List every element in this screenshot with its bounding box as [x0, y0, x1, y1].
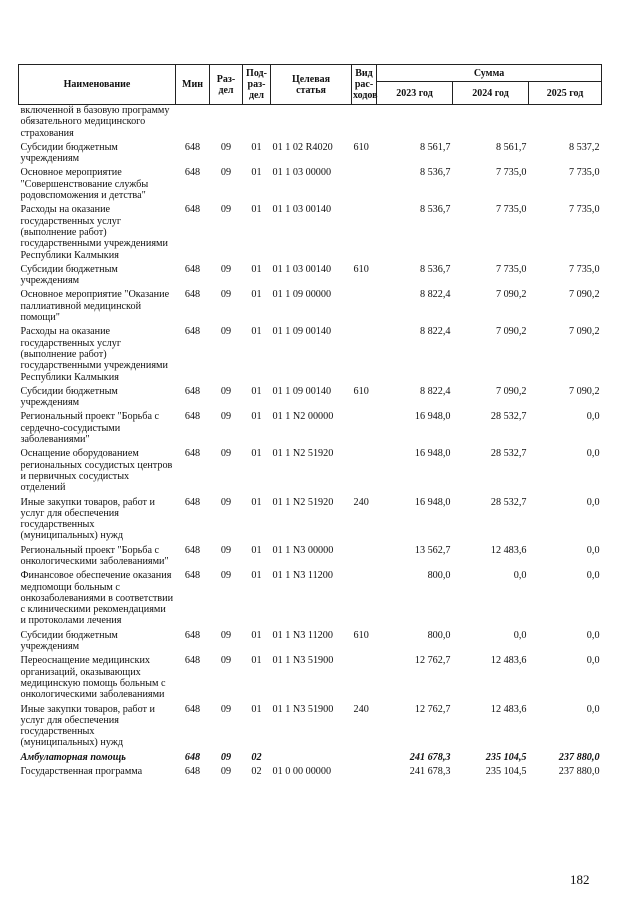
- cell-sum-2023: 8 822,4: [419, 385, 451, 397]
- cell-sum-2023: 8 561,7: [419, 141, 451, 153]
- cell-name: Основное мероприятие "Оказание паллиативной медицинской помощи": [20, 289, 170, 324]
- col-header-razdel: Раз- дел: [210, 65, 243, 105]
- cell-sum-2024: 8 561,7: [495, 141, 527, 153]
- cell-min: 648: [184, 448, 201, 460]
- cell-podrazdel: 01: [251, 703, 262, 715]
- cell-podrazdel: 01: [251, 141, 262, 153]
- cell-tselevaya: 01 1 03 00000: [272, 167, 332, 179]
- col-header-min: Мин: [176, 65, 210, 105]
- cell-sum-2025: 0,0: [586, 544, 600, 556]
- cell-razdel: 09: [220, 411, 232, 423]
- cell-sum-2025: 7 090,2: [568, 326, 600, 338]
- cell-vid: 610: [353, 141, 369, 153]
- cell-podrazdel: [243, 105, 271, 142]
- cell-razdel: 09: [220, 385, 232, 397]
- cell-sum-2023: 241 678,3: [409, 751, 451, 763]
- cell-min: 648: [184, 751, 201, 763]
- table-row: [19, 289, 602, 326]
- cell-name: Финансовое обеспечение оказания медпомощи больным с онкозаболеваниями в соответствии с клиническими рекомендациями и протоколами лечения: [20, 570, 174, 627]
- cell-sum-2024: 7 090,2: [495, 326, 527, 338]
- cell-sum-2025: 0,0: [586, 703, 600, 715]
- cell-min: 648: [184, 167, 201, 179]
- cell-razdel: 09: [220, 326, 232, 338]
- cell-tselevaya: 01 1 09 00000: [272, 289, 332, 301]
- table-row: [19, 386, 602, 412]
- cell-name: Субсидии бюджетным учреждениям: [20, 629, 118, 653]
- table-row: [19, 704, 602, 752]
- cell-vid: 240: [353, 703, 369, 715]
- cell-sum-2025: 7 735,0: [568, 204, 600, 216]
- cell-sum-2025: 7 735,0: [568, 167, 600, 179]
- cell-tselevaya: [271, 105, 352, 142]
- cell-sum-2023: 8 536,7: [419, 167, 451, 179]
- cell-sum-2023: 8 536,7: [419, 204, 451, 216]
- cell-razdel: 09: [220, 263, 232, 275]
- cell-min: 648: [184, 411, 201, 423]
- cell-min: 648: [184, 204, 201, 216]
- cell-min: 648: [184, 326, 201, 338]
- cell-podrazdel: 01: [251, 448, 262, 460]
- cell-sum-2024: 7 735,0: [495, 204, 527, 216]
- cell-sum-2025: 0,0: [586, 629, 600, 641]
- col-header-2025: 2025 год: [529, 82, 602, 105]
- cell-podrazdel: 01: [251, 496, 262, 508]
- cell-sum-2023: 800,0: [427, 570, 451, 582]
- cell-sum-2023: 8 822,4: [419, 289, 451, 301]
- cell-name: Субсидии бюджетным учреждениям: [20, 141, 118, 165]
- cell-min: 648: [184, 766, 201, 778]
- cell-vid: 610: [353, 385, 369, 397]
- cell-name: Субсидии бюджетным учреждениям: [20, 263, 118, 287]
- cell-vid: [352, 326, 377, 385]
- cell-tselevaya: 01 1 N3 00000: [272, 544, 334, 556]
- table-row: [19, 411, 602, 448]
- cell-sum-2023: 16 948,0: [414, 411, 451, 423]
- cell-tselevaya: 01 1 09 00140: [272, 385, 332, 397]
- cell-sum-2025: 0,0: [586, 411, 600, 423]
- cell-sum-2024: 0,0: [513, 629, 527, 641]
- cell-tselevaya: [271, 752, 352, 766]
- cell-sum-2025: 7 090,2: [568, 289, 600, 301]
- cell-podrazdel: 01: [251, 289, 262, 301]
- cell-vid: [352, 655, 377, 703]
- table-row: [19, 448, 602, 496]
- cell-razdel: 09: [220, 496, 232, 508]
- cell-sum-2024: 7 090,2: [495, 289, 527, 301]
- table-row: [19, 105, 602, 142]
- col-header-2024: 2024 год: [453, 82, 529, 105]
- table-row: [19, 655, 602, 703]
- cell-min: 648: [184, 544, 201, 556]
- cell-sum-2024: 7 735,0: [495, 263, 527, 275]
- page-number: 182: [570, 872, 590, 887]
- cell-razdel: 09: [220, 570, 232, 582]
- cell-razdel: 09: [220, 544, 232, 556]
- cell-sum-2024: 28 532,7: [490, 411, 527, 423]
- cell-name: Региональный проект "Борьба с сердечно-сосудистыми заболеваниями": [20, 411, 160, 446]
- col-header-summa: Сумма: [377, 65, 602, 82]
- cell-razdel: 09: [220, 766, 232, 778]
- cell-razdel: 09: [220, 629, 232, 641]
- cell-name: Переоснащение медицинских организаций, оказывающих медицинскую помощь больным с онкологическими заболеваниями: [20, 655, 166, 701]
- cell-podrazdel: 01: [251, 204, 262, 216]
- cell-vid: [352, 204, 377, 263]
- cell-sum-2024: 28 532,7: [490, 448, 527, 460]
- cell-tselevaya: 01 1 03 00140: [272, 263, 332, 275]
- cell-name: Расходы на оказание государственных услуг (выполнение работ) государственными учреждениями Республики Калмыкия: [20, 326, 168, 383]
- cell-razdel: 09: [220, 204, 232, 216]
- cell-podrazdel: 01: [251, 544, 262, 556]
- cell-tselevaya: 01 1 N2 00000: [272, 411, 334, 423]
- cell-sum-2025: [529, 105, 602, 142]
- cell-sum-2023: 800,0: [427, 629, 451, 641]
- cell-tselevaya: 01 1 09 00140: [272, 326, 332, 338]
- cell-sum-2024: [453, 105, 529, 142]
- cell-vid: [352, 766, 377, 780]
- cell-razdel: 09: [220, 703, 232, 715]
- cell-min: 648: [184, 289, 201, 301]
- cell-name: Государственная программа: [20, 766, 143, 778]
- col-header-podrazdel: Под- раз- дел: [243, 65, 271, 105]
- cell-vid: [352, 167, 377, 204]
- cell-tselevaya: 01 1 N3 51900: [272, 655, 334, 667]
- cell-podrazdel: 01: [251, 326, 262, 338]
- cell-razdel: 09: [220, 167, 232, 179]
- cell-podrazdel: 01: [251, 629, 262, 641]
- col-header-2023: 2023 год: [377, 82, 453, 105]
- cell-min: 648: [184, 655, 201, 667]
- cell-min: 648: [184, 263, 201, 275]
- cell-tselevaya: 01 1 N3 11200: [272, 570, 333, 582]
- cell-min: 648: [184, 570, 201, 582]
- cell-sum-2024: 235 104,5: [485, 751, 527, 763]
- cell-vid: [352, 570, 377, 629]
- table-body: [19, 105, 602, 781]
- cell-podrazdel: 02: [251, 751, 262, 763]
- cell-name: включенной в базовую программу обязательного медицинского страхования: [20, 105, 170, 139]
- cell-sum-2023: 12 762,7: [414, 703, 451, 715]
- table-row: [19, 570, 602, 629]
- cell-vid: 240: [353, 496, 369, 508]
- cell-sum-2023: 8 822,4: [419, 326, 451, 338]
- cell-min: 648: [184, 629, 201, 641]
- cell-name: Амбулаторная помощь: [20, 751, 126, 763]
- cell-sum-2024: 28 532,7: [490, 496, 527, 508]
- cell-sum-2023: 241 678,3: [409, 766, 451, 778]
- col-header-vid: Вид рас- ходов: [352, 65, 377, 105]
- cell-sum-2025: 0,0: [586, 496, 600, 508]
- cell-tselevaya: 01 1 N3 11200: [272, 629, 333, 641]
- cell-razdel: 09: [220, 751, 232, 763]
- cell-min: 648: [184, 141, 201, 153]
- cell-tselevaya: 01 1 N2 51920: [272, 496, 334, 508]
- table-row: [19, 497, 602, 545]
- col-header-tselevaya: Целевая статья: [271, 65, 352, 105]
- cell-sum-2025: 8 537,2: [568, 141, 600, 153]
- cell-sum-2025: 237 880,0: [558, 751, 600, 763]
- cell-name: Расходы на оказание государственных услуг (выполнение работ) государственными учреждениями Республики Калмыкия: [20, 204, 168, 261]
- cell-razdel: 09: [220, 448, 232, 460]
- cell-podrazdel: 01: [251, 411, 262, 423]
- cell-sum-2024: 235 104,5: [485, 766, 527, 778]
- table-row: [19, 752, 602, 766]
- cell-podrazdel: 02: [251, 766, 262, 778]
- cell-sum-2023: 16 948,0: [414, 448, 451, 460]
- cell-sum-2023: 16 948,0: [414, 496, 451, 508]
- cell-vid: [352, 448, 377, 496]
- cell-sum-2023: [377, 105, 453, 142]
- cell-razdel: 09: [220, 289, 232, 301]
- cell-sum-2023: 8 536,7: [419, 263, 451, 275]
- col-header-name: Наименование: [19, 65, 176, 105]
- cell-podrazdel: 01: [251, 263, 262, 275]
- cell-min: 648: [184, 385, 201, 397]
- cell-min: 648: [184, 703, 201, 715]
- cell-razdel: 09: [220, 141, 232, 153]
- cell-sum-2025: 0,0: [586, 655, 600, 667]
- cell-sum-2023: 12 762,7: [414, 655, 451, 667]
- cell-sum-2025: 7 735,0: [568, 263, 600, 275]
- cell-name: Региональный проект "Борьба с онкологическими заболеваниями": [20, 544, 169, 567]
- cell-vid: [352, 545, 377, 571]
- cell-name: Субсидии бюджетным учреждениям: [20, 385, 118, 409]
- cell-sum-2024: 12 483,6: [490, 544, 527, 556]
- cell-tselevaya: 01 1 02 R4020: [272, 141, 333, 153]
- table-row: [19, 545, 602, 571]
- cell-tselevaya: 01 1 N3 51900: [272, 703, 334, 715]
- cell-vid: 610: [353, 263, 369, 275]
- cell-name: Оснащение оборудованием региональных сосудистых центров и первичных сосудистых отделений: [20, 448, 173, 494]
- table-row: [19, 142, 602, 168]
- cell-tselevaya: 01 1 03 00140: [272, 204, 332, 216]
- cell-sum-2023: 13 562,7: [414, 544, 451, 556]
- cell-vid: [352, 411, 377, 448]
- cell-sum-2025: 0,0: [586, 570, 600, 582]
- cell-razdel: 09: [220, 655, 232, 667]
- table-row: [19, 167, 602, 204]
- cell-sum-2025: 7 090,2: [568, 385, 600, 397]
- table-row: [19, 630, 602, 656]
- cell-min: 648: [184, 496, 201, 508]
- cell-sum-2024: 7 735,0: [495, 167, 527, 179]
- table-row: [19, 766, 602, 780]
- cell-tselevaya: 01 0 00 00000: [272, 766, 332, 778]
- cell-sum-2024: 7 090,2: [495, 385, 527, 397]
- cell-sum-2025: 0,0: [586, 448, 600, 460]
- cell-podrazdel: 01: [251, 655, 262, 667]
- cell-razdel: [210, 105, 243, 142]
- cell-podrazdel: 01: [251, 385, 262, 397]
- cell-vid: [352, 289, 377, 326]
- cell-tselevaya: 01 1 N2 51920: [272, 448, 334, 460]
- cell-sum-2024: 0,0: [513, 570, 527, 582]
- cell-vid: [352, 752, 377, 766]
- table-row: [19, 264, 602, 290]
- cell-vid: 610: [353, 629, 369, 641]
- cell-sum-2025: 237 880,0: [558, 766, 600, 778]
- cell-min: [176, 105, 210, 142]
- cell-vid: [352, 105, 377, 142]
- table-row: [19, 204, 602, 263]
- cell-name: Иные закупки товаров, работ и услуг для обеспечения государственных (муниципальных) нужд: [20, 496, 155, 542]
- cell-podrazdel: 01: [251, 570, 262, 582]
- budget-table: [18, 64, 602, 780]
- cell-sum-2024: 12 483,6: [490, 703, 527, 715]
- cell-name: Основное мероприятие "Совершенствование службы родовспоможения и детства": [20, 167, 149, 202]
- table-row: [19, 326, 602, 385]
- cell-podrazdel: 01: [251, 167, 262, 179]
- cell-name: Иные закупки товаров, работ и услуг для обеспечения государственных (муниципальных) нужд: [20, 703, 155, 749]
- cell-sum-2024: 12 483,6: [490, 655, 527, 667]
